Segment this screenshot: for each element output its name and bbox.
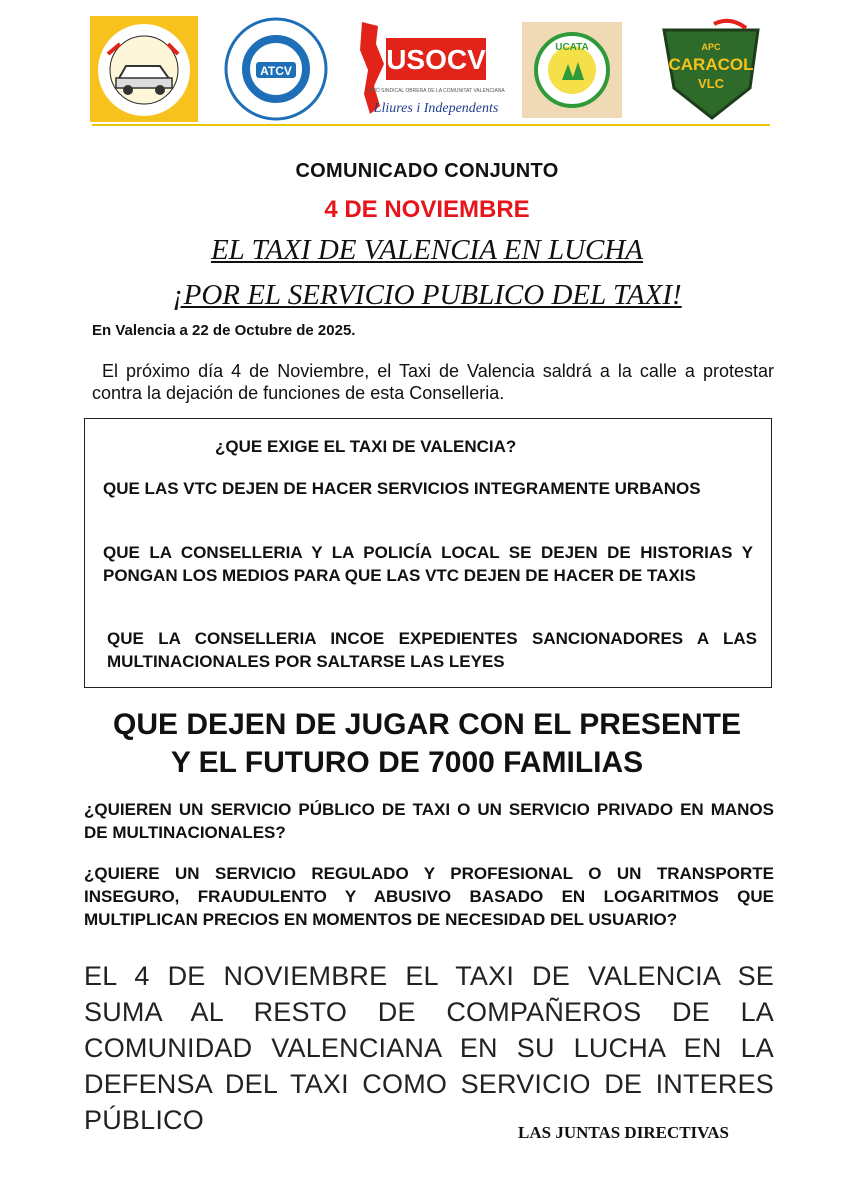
headline-line-2: Y EL FUTURO DE 7000 FAMILIAS [170,746,644,779]
svg-text:VLC: VLC [698,76,724,91]
svg-text:USOCV: USOCV [386,44,486,75]
demand-item: QUE LAS VTC DEJEN DE HACER SERVICIOS INTEGRAMENTE URBANOS [103,479,701,498]
dateline: En Valencia a 22 de Octubre de 2025. [92,322,356,339]
ucata-logo [522,14,622,124]
comunicado-title: COMUNICADO CONJUNTO [295,160,559,182]
svg-text:ATCV: ATCV [260,64,292,78]
servicio-title: ¡POR EL SERVICIO PUBLICO DEL TAXI! [172,279,682,311]
svg-text:Lliures i Independents: Lliures i Independents [373,101,499,116]
demand-item: QUE LA CONSELLERIA Y LA POLICÍA LOCAL SE DEJEN DE HISTORIAS Y PONGAN LOS MEDIOS PARA QUE LAS VTC DEJEN DE HACER DE TAXIS [103,543,753,585]
demand-item: QUE LA CONSELLERIA INCOE EXPEDIENTES SANCIONADORES A LAS MULTINACIONALES POR SALTARSE LAS LEYES [107,629,757,671]
federacion-sindical-taxi-logo [88,14,200,124]
demands-box [84,418,772,688]
demands-title: ¿QUE EXIGE EL TAXI DE VALENCIA? [215,437,517,456]
header-divider [92,124,770,126]
date-headline: 4 DE NOVIEMBRE [324,196,530,223]
question-1: ¿QUIEREN UN SERVICIO PÚBLICO DE TAXI O UN SERVICIO PRIVADO EN MANOS DE MULTINACIONALES? [84,800,774,842]
closing-statement: EL 4 DE NOVIEMBRE EL TAXI DE VALENCIA SE SUMA AL RESTO DE COMPAÑEROS DE LA COMUNIDAD VALENCIANA EN SU LUCHA EN LA DEFENSA DEL TAXI COMO SERVICIO DE INTERES PÚBLICO [84,961,774,1135]
question-2: ¿QUIERE UN SERVICIO REGULADO Y PROFESIONAL O UN TRANSPORTE INSEGURO, FRAUDULENTO Y ABUSIVO BASADO EN LOGARITMOS QUE MULTIPLICAN PRECIOS EN MOMENTOS DE NECESIDAD DEL USUARIO? [84,864,774,929]
headline-line-1: QUE DEJEN DE JUGAR CON EL PRESENTE [113,708,741,741]
svg-text:UNIÓ SINDICAL OBRERA DE LA COM: UNIÓ SINDICAL OBRERA DE LA COMUNITAT VALENCIANA [367,88,505,94]
intro-paragraph: El próximo día 4 de Noviembre, el Taxi de Valencia saldrá a la calle a protestar contra la dejación de funciones de esta Conselleria. [92,361,774,403]
logos-row [88,14,770,124]
svg-text:APC: APC [701,42,721,52]
atcv-logo [222,14,330,124]
signature: LAS JUNTAS DIRECTIVAS [518,1123,729,1142]
lucha-title: EL TAXI DE VALENCIA EN LUCHA [210,234,644,266]
svg-text:UCATA: UCATA [555,42,589,53]
usocv-logo [356,14,505,124]
apc-caracol-logo [654,14,770,124]
svg-text:CARACOL: CARACOL [668,55,754,74]
